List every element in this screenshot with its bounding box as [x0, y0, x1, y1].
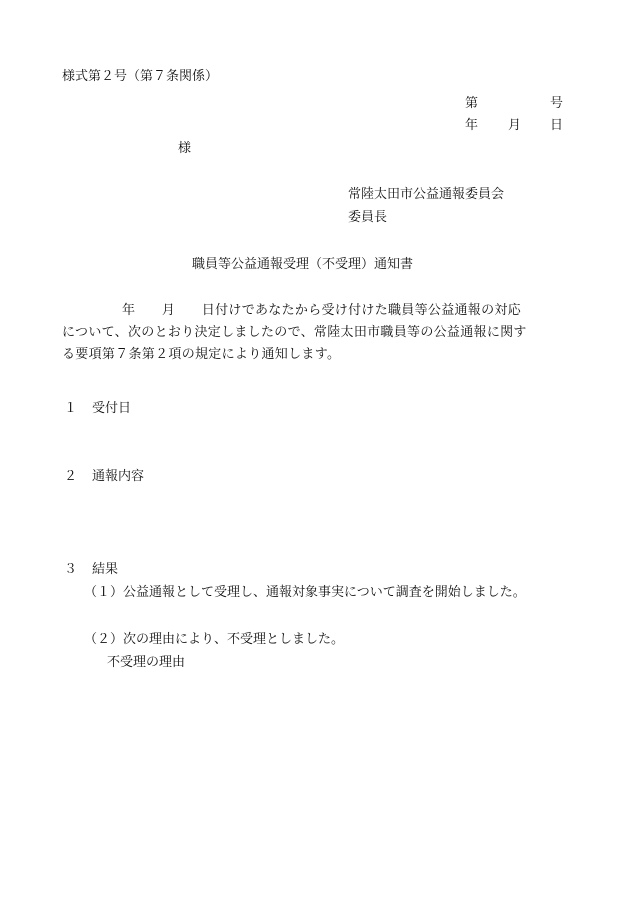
body-line-3: る要項第７条第２項の規定により通知します。	[62, 347, 341, 362]
body-line-1: 年 月 日付けであなたから受け付けた職員等公益通報の対応	[122, 303, 522, 318]
section-2-number: ２	[64, 469, 78, 484]
section-1-label: 受付日	[92, 401, 132, 416]
body-paragraph	[62, 300, 574, 366]
section-3-label: 結果	[92, 562, 119, 577]
date-day: 日	[550, 118, 564, 133]
form-identifier: 様式第２号（第７条関係）	[62, 69, 219, 84]
date-year: 年	[465, 118, 479, 133]
doc-number-suffix: 号	[550, 96, 564, 111]
date-month: 月	[508, 118, 522, 133]
rejection-reason-label: 不受理の理由	[107, 655, 186, 670]
document-title: 職員等公益通報受理（不受理）通知書	[192, 257, 414, 272]
section-1-number: １	[64, 401, 78, 416]
section-2-label: 通報内容	[92, 469, 145, 484]
section-3-number: ３	[64, 562, 78, 577]
addressee-suffix: 様	[178, 141, 192, 156]
doc-number-prefix: 第	[465, 96, 479, 111]
body-line-2: について、次のとおり決定しましたので、常陸太田市職員等の公益通報に関す	[62, 325, 527, 340]
result-option-1: （１）公益通報として受理し、通報対象事実について調査を開始しました。	[84, 585, 526, 600]
sender-title: 委員長	[348, 210, 388, 225]
result-option-2: （２）次の理由により、不受理としました。	[84, 632, 345, 647]
sender-organization: 常陸太田市公益通報委員会	[348, 187, 505, 202]
